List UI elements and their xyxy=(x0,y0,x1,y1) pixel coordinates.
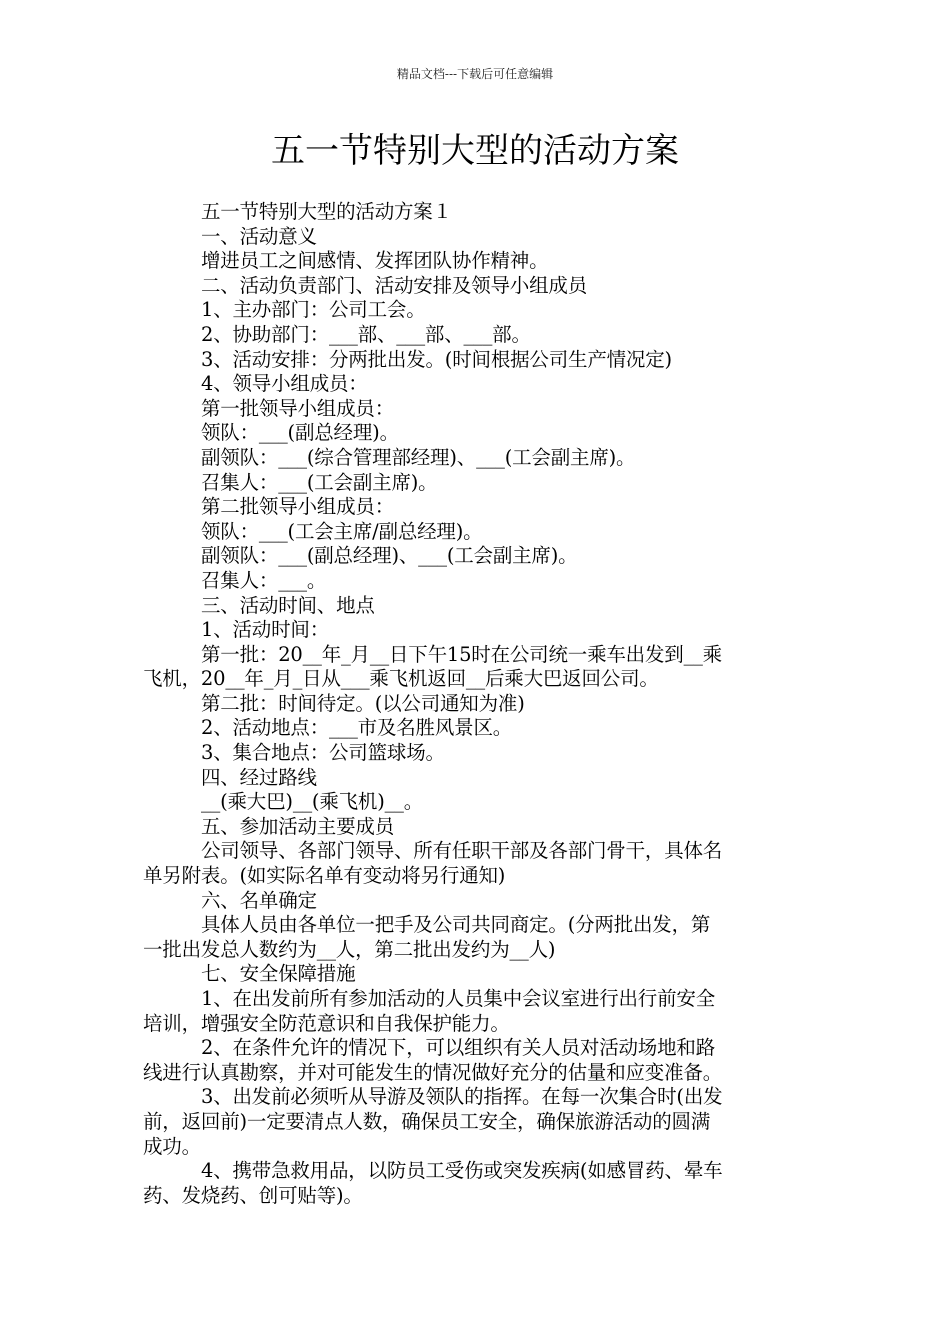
paragraph-line: 单另附表。(如实际名单有变动将另行通知) xyxy=(143,864,506,888)
paragraph-line: 具体人员由各单位一把手及公司共同商定。(分两批出发，第 xyxy=(201,913,711,937)
paragraph-line: 增进员工之间感情、发挥团队协作精神。 xyxy=(201,249,549,273)
paragraph-line: 一批出发总人数约为__人，第二批出发约为__人) xyxy=(143,937,556,961)
paragraph-line: 线进行认真勘察，并对可能发生的情况做好充分的估量和应变准备。 xyxy=(143,1060,723,1084)
paragraph-line: 副领队：___(副总经理)、___(工会副主席)。 xyxy=(201,544,578,568)
document-title: 五一节特别大型的活动方案 xyxy=(271,131,679,171)
paragraph-line: 第二批领导小组成员： xyxy=(201,495,395,519)
paragraph-line: 二、活动负责部门、活动安排及领导小组成员 xyxy=(201,273,588,297)
paragraph-line: 召集人：___(工会副主席)。 xyxy=(201,470,438,494)
paragraph-line: 领队：___(副总经理)。 xyxy=(201,421,399,445)
paragraph-line: 第一批：20__年_月__日下午15时在公司统一乘车出发到__乘 xyxy=(201,642,722,666)
paragraph-line: 三、活动时间、地点 xyxy=(201,593,375,617)
paragraph-line: 2、活动地点：___市及名胜风景区。 xyxy=(201,716,513,740)
paragraph-line: 七、安全保障措施 xyxy=(201,962,356,986)
paragraph-line: 药、发烧药、创可贴等)。 xyxy=(143,1183,363,1207)
header-note: 精品文档---下载后可任意编辑 xyxy=(396,67,554,81)
paragraph-line: 第二批：时间待定。(以公司通知为准) xyxy=(201,691,525,715)
paragraph-line: 4、携带急救用品，以防员工受伤或突发疾病(如感冒药、晕车 xyxy=(201,1159,723,1183)
paragraph-line: 3、活动安排：分两批出发。(时间根据公司生产情况定) xyxy=(201,347,672,371)
paragraph-line: 公司领导、各部门领导、所有任职干部及各部门骨干，具体名 xyxy=(201,839,723,863)
paragraph-line: 1、活动时间： xyxy=(201,618,330,642)
paragraph-line: 领队：___(工会主席/副总经理)。 xyxy=(201,519,483,543)
paragraph-line: 五、参加活动主要成员 xyxy=(201,814,395,838)
document-body xyxy=(143,200,808,1208)
paragraph-line: 4、领导小组成员： xyxy=(201,372,368,396)
paragraph-line: 培训，增强安全防范意识和自我保护能力。 xyxy=(143,1011,510,1035)
paragraph-line: 五一节特别大型的活动方案１ xyxy=(201,200,452,223)
paragraph-line: 3、集合地点：公司篮球场。 xyxy=(201,741,445,765)
paragraph-line: 2、协助部门：___部、___部、___部。 xyxy=(201,322,531,346)
paragraph-line: 召集人：___。 xyxy=(201,568,327,592)
paragraph-line: 副领队：___(综合管理部经理)、___(工会副主席)。 xyxy=(201,445,636,469)
paragraph-line: 1、在出发前所有参加活动的人员集中会议室进行出行前安全 xyxy=(201,987,716,1010)
paragraph-line: __(乘大巴)__(乘飞机)__。 xyxy=(201,790,424,814)
paragraph-line: 3、出发前必须听从导游及领队的指挥。在每一次集合时(出发 xyxy=(201,1085,723,1109)
paragraph-line: 四、经过路线 xyxy=(201,765,317,789)
paragraph-line: 1、主办部门：公司工会。 xyxy=(201,298,426,322)
paragraph-line: 2、在条件允许的情况下，可以组织有关人员对活动场地和路 xyxy=(201,1036,716,1060)
paragraph-line: 一、活动意义 xyxy=(201,224,317,248)
paragraph-line: 六、名单确定 xyxy=(201,888,317,912)
paragraph-line: 飞机，20__年_月_日从___乘飞机返回__后乘大巴返回公司。 xyxy=(143,667,659,691)
paragraph-line: 前，返回前)一定要清点人数，确保员工安全，确保旅游活动的圆满 xyxy=(143,1109,711,1133)
paragraph-line: 成功。 xyxy=(143,1134,201,1158)
paragraph-line: 第一批领导小组成员： xyxy=(201,396,395,420)
